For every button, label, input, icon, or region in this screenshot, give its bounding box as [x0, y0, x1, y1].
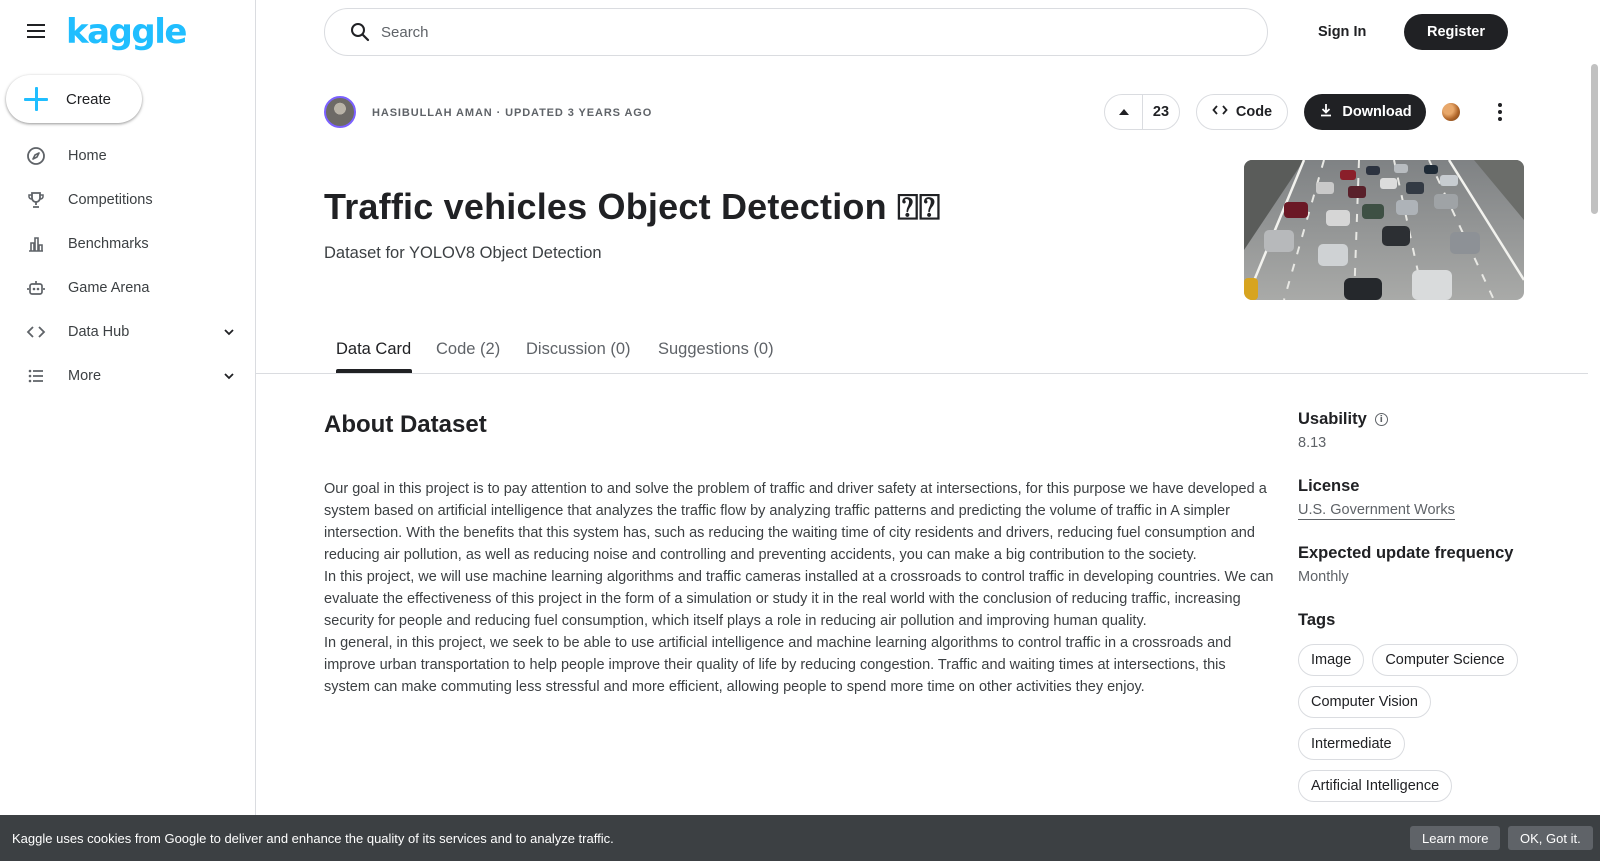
more-options-icon[interactable]: [1488, 100, 1512, 124]
frequency-value: Monthly: [1298, 569, 1349, 585]
sidebar-item-label: Data Hub: [68, 324, 130, 340]
vote-count: 23: [1152, 104, 1170, 120]
sidebar-item-label: Benchmarks: [68, 236, 149, 252]
author-line: HASIBULLAH AMAN · UPDATED 3 YEARS AGO: [372, 107, 653, 119]
tab-data-card[interactable]: Data Card: [336, 340, 412, 358]
tag-intermediate[interactable]: Intermediate: [1298, 728, 1405, 760]
tags-label: Tags: [1298, 611, 1336, 629]
code-icon: [26, 322, 46, 342]
tag-computer-science[interactable]: Computer Science: [1372, 644, 1517, 676]
active-tab-indicator: [336, 369, 412, 373]
download-icon: [1318, 102, 1334, 122]
search-input[interactable]: [381, 24, 1181, 41]
sidebar-header: [0, 0, 256, 64]
sidebar-item-home[interactable]: [0, 134, 256, 178]
tag-computer-vision[interactable]: Computer Vision: [1298, 686, 1431, 718]
search-icon: [349, 21, 371, 43]
description-paragraph: In general, in this project, we seek to be able to use artificial intelligence and machine learning algorithms to control traffic in a crossroads and improve urban transportation to help people improve their quality of life by reducing congestion. Traffic and waiting times at intersections, this system can make commuting less stressful and more efficient, allowing people to spend more time on other activities they enjoy.: [324, 635, 1232, 695]
tab-discussion[interactable]: Discussion (0): [526, 340, 631, 358]
dataset-title: Traffic vehicles Object Detection ⍰⍰: [324, 186, 941, 227]
bronze-medal-icon: [1442, 103, 1460, 121]
kaggle-logo[interactable]: kaggle: [66, 12, 186, 52]
bar-chart-icon: [26, 234, 46, 254]
usability-value: 8.13: [1298, 435, 1327, 451]
sidebar-nav: [0, 134, 256, 398]
sidebar-item-game-arena[interactable]: [0, 266, 256, 310]
avatar[interactable]: [324, 96, 356, 128]
cookie-ok-button[interactable]: OK, Got it.: [1508, 826, 1593, 850]
dataset-tabs: [256, 330, 1588, 374]
sidebar-item-data-hub[interactable]: [0, 310, 256, 354]
dataset-metadata: [1298, 410, 1548, 802]
learn-more-button[interactable]: Learn more: [1410, 826, 1500, 850]
dataset-subtitle: Dataset for YOLOV8 Object Detection: [324, 244, 602, 262]
vote-widget: [1104, 94, 1180, 130]
about-heading: About Dataset: [324, 411, 487, 438]
license-link[interactable]: U.S. Government Works: [1298, 502, 1455, 518]
chevron-down-icon[interactable]: [222, 325, 236, 339]
code-button-label: Code: [1235, 104, 1273, 120]
sidebar-item-label: Home: [68, 148, 107, 164]
license-label: License: [1298, 477, 1360, 495]
dataset-cover-image: [1244, 160, 1524, 300]
tab-code[interactable]: Code (2): [436, 340, 501, 358]
download-button[interactable]: [1304, 94, 1426, 130]
upvote-icon[interactable]: [1105, 95, 1143, 129]
usability-heading: [1298, 410, 1548, 429]
tag-artificial-intelligence[interactable]: Artificial Intelligence: [1298, 770, 1452, 802]
download-button-label: Download: [1342, 104, 1412, 120]
dataset-description: [324, 478, 1274, 698]
plus-icon: [24, 87, 48, 111]
sidebar-item-label: Game Arena: [68, 280, 150, 296]
list-icon: [26, 366, 46, 386]
tag-image[interactable]: Image: [1298, 644, 1364, 676]
sidebar-item-competitions[interactable]: [0, 178, 256, 222]
trophy-icon: [26, 190, 46, 210]
sidebar-item-label: Competitions: [68, 192, 153, 208]
sidebar-item-more[interactable]: [0, 354, 256, 398]
code-button[interactable]: [1196, 94, 1288, 130]
sidebar-item-label: More: [68, 368, 102, 384]
compass-icon: [26, 146, 46, 166]
create-button[interactable]: [6, 75, 142, 123]
sidebar: [0, 0, 256, 861]
info-icon[interactable]: i: [1375, 413, 1388, 426]
chevron-down-icon[interactable]: [222, 369, 236, 383]
create-label: Create: [66, 90, 112, 108]
code-icon: [1212, 102, 1228, 122]
description-paragraph: Our goal in this project is to pay attention to and solve the problem of traffic and driver safety at intersections, for this purpose we have developed a system based on artificial intelligence that analyzes the traffic flow by analyzing traffic patterns and predicting the volume of traffic in A simpler intersection. With the benefits that this system has, such as reducing the waiting time of city residents and drivers, reducing fuel consumption and reducing air pollution, as well as reducing noise and controlling and preventing accidents, you can make a big contribution to the society.: [324, 481, 1267, 563]
frequency-label: Expected update frequency: [1298, 544, 1514, 562]
cookie-message: Kaggle uses cookies from Google to deliver and enhance the quality of its services and to analyze traffic.: [12, 830, 614, 846]
register-button[interactable]: Register: [1404, 14, 1508, 50]
robot-icon: [26, 278, 46, 298]
scrollbar-thumb[interactable]: [1591, 64, 1598, 214]
usability-label: Usability: [1298, 410, 1367, 428]
description-paragraph: In this project, we will use machine learning algorithms and traffic cameras installed at a crossroads to control traffic in developing countries. We can evaluate the effectiveness of this project in the form of a simulation or study it in the real world with the conclusion of reducing traffic, increasing security for people and reducing fuel consumption, which itself plays a role in reducing air pollution and improving human quality.: [324, 569, 1274, 629]
tag-list: [1298, 644, 1538, 802]
search-bar[interactable]: [324, 8, 1268, 56]
sidebar-item-benchmarks[interactable]: [0, 222, 256, 266]
cookie-banner: [0, 815, 1600, 861]
tab-suggestions[interactable]: Suggestions (0): [658, 340, 774, 358]
sign-in-button[interactable]: Sign In: [1318, 24, 1367, 40]
menu-icon[interactable]: [24, 20, 48, 44]
